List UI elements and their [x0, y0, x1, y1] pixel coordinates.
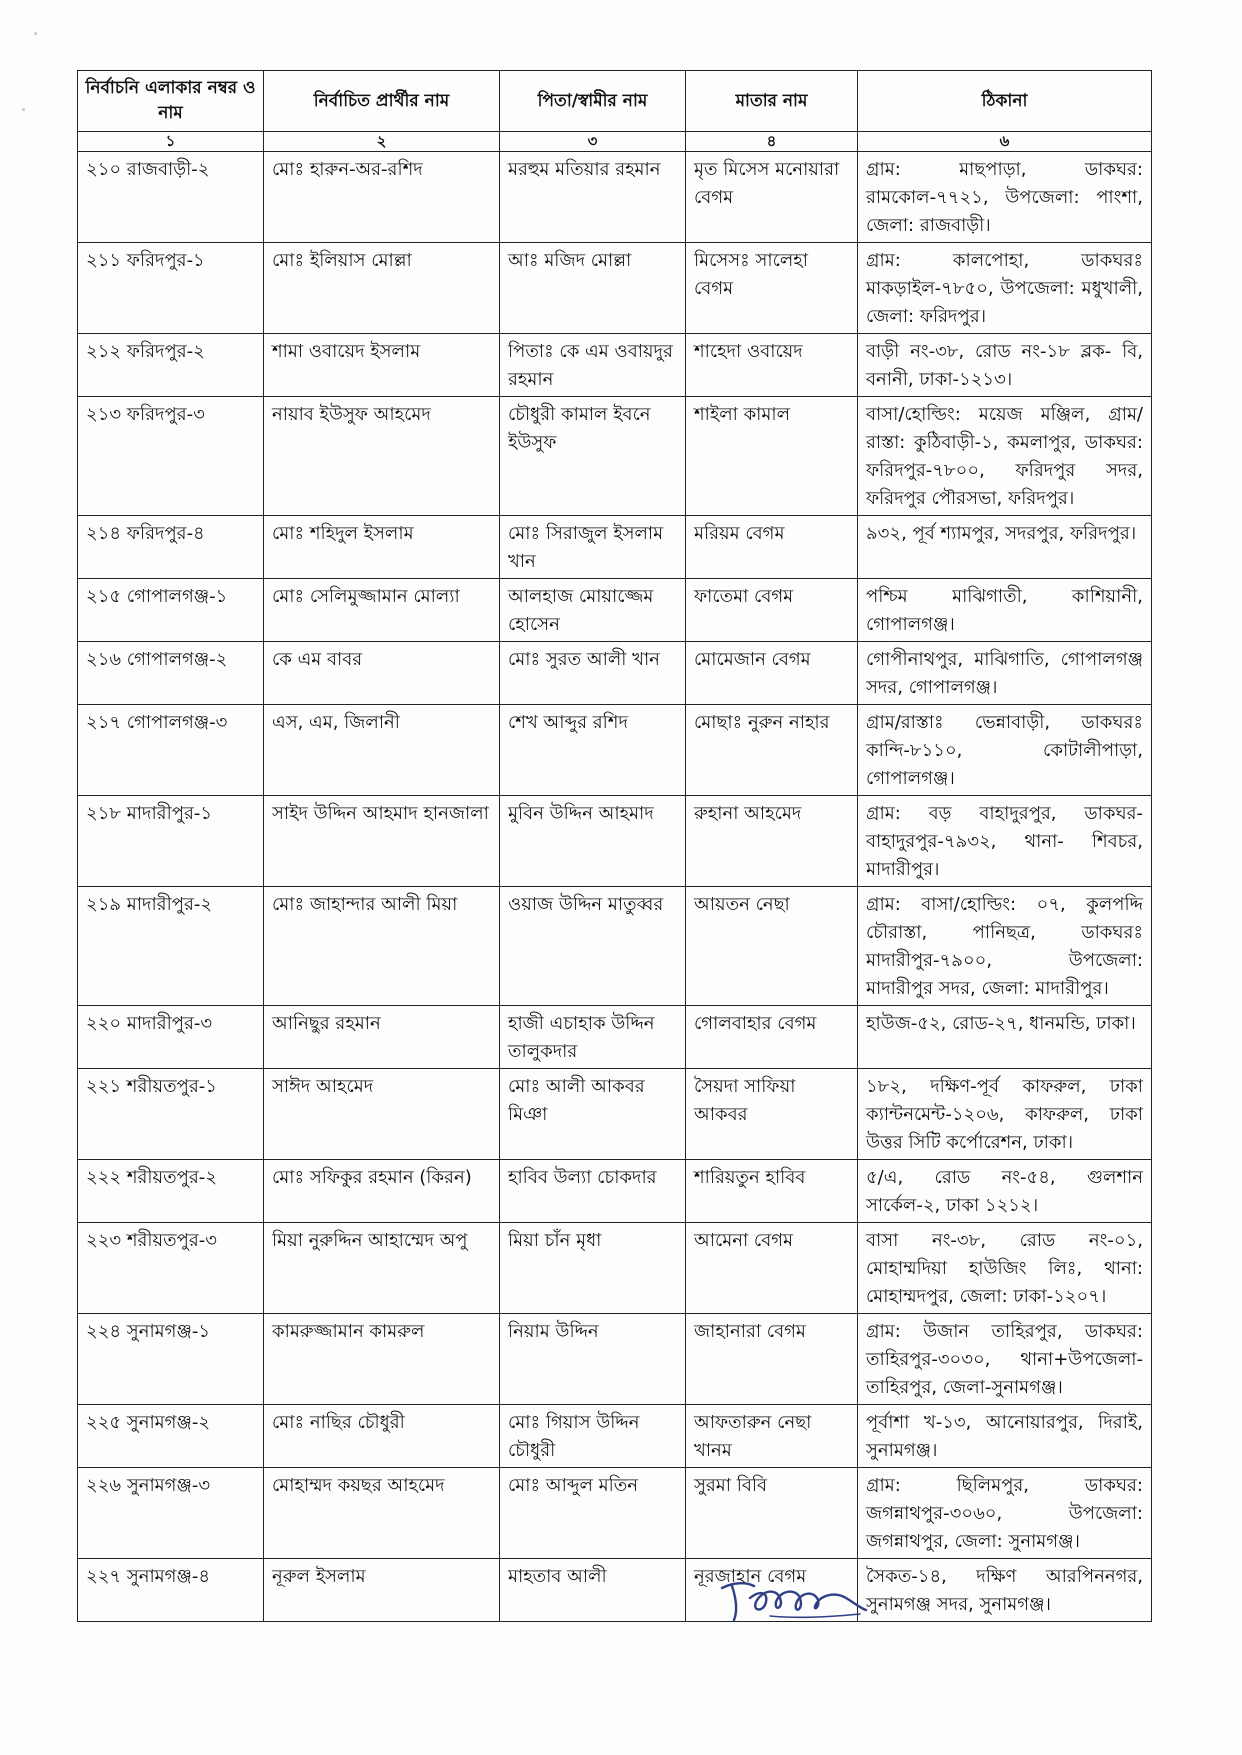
table-header-row [78, 71, 1152, 132]
cell-address: গ্রাম: মাছপাড়া, ডাকঘর: রামকোল-৭৭২১, উপজেলা: পাংশা, জেলা: রাজবাড়ী। [858, 152, 1152, 243]
header-candidate: নির্বাচিত প্রার্থীর নাম [264, 71, 500, 132]
cell-mother: আফতারুন নেছা খানম [686, 1405, 858, 1468]
cell-constituency: ২১২ ফরিদপুর-২ [78, 334, 264, 397]
cell-address: সৈকত-১৪, দক্ষিণ আরপিননগর, সুনামগঞ্জ সদর, সুনামগঞ্জ। [858, 1559, 1152, 1622]
table-row [78, 705, 1152, 796]
header-address: ঠিকানা [858, 71, 1152, 132]
column-number: ৬ [858, 132, 1152, 152]
cell-father-husband: শেখ আব্দুর রশিদ [500, 705, 686, 796]
cell-father-husband: মরহুম মতিয়ার রহমান [500, 152, 686, 243]
column-number: ৩ [500, 132, 686, 152]
cell-constituency: ২১৬ গোপালগঞ্জ-২ [78, 642, 264, 705]
cell-address: পশ্চিম মাঝিগাতী, কাশিয়ানী, গোপালগঞ্জ। [858, 579, 1152, 642]
table-row [78, 579, 1152, 642]
elected-members-table [77, 70, 1152, 1622]
table-body [78, 152, 1152, 1622]
cell-father-husband: ওয়াজ উদ্দিন মাতুব্বর [500, 887, 686, 1006]
cell-mother: ফাতেমা বেগম [686, 579, 858, 642]
table-row [78, 1223, 1152, 1314]
table-row [78, 1006, 1152, 1069]
cell-constituency: ২১৩ ফরিদপুর-৩ [78, 397, 264, 516]
cell-mother: সৈয়দা সাফিয়া আকবর [686, 1069, 858, 1160]
cell-mother: গোলবাহার বেগম [686, 1006, 858, 1069]
cell-father-husband: মোঃ গিয়াস উদ্দিন চৌধুরী [500, 1405, 686, 1468]
cell-candidate: মোঃ সেলিমুজ্জামান মোল্যা [264, 579, 500, 642]
cell-address: গ্রাম: কালপোহা, ডাকঘরঃ মাকড়াইল-৭৮৫০, উপজেলা: মধুখালী, জেলা: ফরিদপুর। [858, 243, 1152, 334]
scan-speck [34, 32, 37, 35]
cell-candidate: মোঃ ইলিয়াস মোল্লা [264, 243, 500, 334]
table-row [78, 887, 1152, 1006]
cell-mother: শাহেদা ওবায়েদ [686, 334, 858, 397]
cell-mother: মোমেজান বেগম [686, 642, 858, 705]
cell-mother: আমেনা বেগম [686, 1223, 858, 1314]
table-row [78, 796, 1152, 887]
signature-image [710, 1568, 870, 1628]
cell-mother: শারিয়তুন হাবিব [686, 1160, 858, 1223]
cell-address: বাসা নং-৩৮, রোড নং-০১, মোহাম্মদিয়া হাউজিং লিঃ, থানা: মোহাম্মদপুর, জেলা: ঢাকা-১২০৭। [858, 1223, 1152, 1314]
table-row [78, 1160, 1152, 1223]
column-number: ২ [264, 132, 500, 152]
cell-address: গ্রাম: বড় বাহাদুরপুর, ডাকঘর-বাহাদুরপুর-৭৯৩২, থানা- শিবচর, মাদারীপুর। [858, 796, 1152, 887]
cell-mother: মোছাঃ নুরুন নাহার [686, 705, 858, 796]
cell-address: গ্রাম/রাস্তাঃ ভেন্নাবাড়ী, ডাকঘরঃ কান্দি-৮১১০, কোটালীপাড়া, গোপালগঞ্জ। [858, 705, 1152, 796]
cell-father-husband: নিয়াম উদ্দিন [500, 1314, 686, 1405]
cell-address: ৫/এ, রোড নং-৫৪, গুলশান সার্কেল-২, ঢাকা ১২১২। [858, 1160, 1152, 1223]
column-number: ১ [78, 132, 264, 152]
cell-candidate: মোঃ সফিকুর রহমান (কিরন) [264, 1160, 500, 1223]
cell-father-husband: আলহাজ মোয়াজ্জেম হোসেন [500, 579, 686, 642]
cell-constituency: ২১৮ মাদারীপুর-১ [78, 796, 264, 887]
cell-mother: মিসেসঃ সালেহা বেগম [686, 243, 858, 334]
cell-candidate: কে এম বাবর [264, 642, 500, 705]
cell-candidate: আনিছুর রহমান [264, 1006, 500, 1069]
cell-candidate: শামা ওবায়েদ ইসলাম [264, 334, 500, 397]
table-row [78, 516, 1152, 579]
table-row [78, 152, 1152, 243]
cell-address: বাড়ী নং-৩৮, রোড নং-১৮ ব্লক- বি, বনানী, ঢাকা-১২১৩। [858, 334, 1152, 397]
table-row [78, 1069, 1152, 1160]
cell-candidate: মোঃ হারুন-অর-রশিদ [264, 152, 500, 243]
header-father-husband: পিতা/স্বামীর নাম [500, 71, 686, 132]
cell-address: গোপীনাথপুর, মাঝিগাতি, গোপালগঞ্জ সদর, গোপালগঞ্জ। [858, 642, 1152, 705]
cell-address: ৯৩২, পূর্ব শ্যামপুর, সদরপুর, ফরিদপুর। [858, 516, 1152, 579]
cell-constituency: ২২৩ শরীয়তপুর-৩ [78, 1223, 264, 1314]
cell-constituency: ২২৫ সুনামগঞ্জ-২ [78, 1405, 264, 1468]
cell-address: হাউজ-৫২, রোড-২৭, ধানমন্ডি, ঢাকা। [858, 1006, 1152, 1069]
table-row [78, 1314, 1152, 1405]
cell-father-husband: মোঃ আব্দুল মতিন [500, 1468, 686, 1559]
cell-candidate: নায়াব ইউসুফ আহমেদ [264, 397, 500, 516]
cell-candidate: মোহাম্মদ কয়ছর আহমেদ [264, 1468, 500, 1559]
table-row [78, 1468, 1152, 1559]
table-row [78, 243, 1152, 334]
cell-candidate: সাঈদ আহমেদ [264, 1069, 500, 1160]
table-row [78, 397, 1152, 516]
cell-constituency: ২২৬ সুনামগঞ্জ-৩ [78, 1468, 264, 1559]
cell-constituency: ২২৭ সুনামগঞ্জ-৪ [78, 1559, 264, 1622]
cell-constituency: ২২১ শরীয়তপুর-১ [78, 1069, 264, 1160]
cell-father-husband: হাজী এচাহাক উদ্দিন তালুকদার [500, 1006, 686, 1069]
cell-father-husband: মাহতাব আলী [500, 1559, 686, 1622]
cell-constituency: ২১৯ মাদারীপুর-২ [78, 887, 264, 1006]
cell-candidate: সাইদ উদ্দিন আহমাদ হানজালা [264, 796, 500, 887]
cell-candidate: নূরুল ইসলাম [264, 1559, 500, 1622]
scan-speck [22, 108, 25, 111]
cell-father-husband: মোঃ আলী আকবর মিঞা [500, 1069, 686, 1160]
cell-constituency: ২১৫ গোপালগঞ্জ-১ [78, 579, 264, 642]
cell-constituency: ২১৭ গোপালগঞ্জ-৩ [78, 705, 264, 796]
cell-address: গ্রাম: উজান তাহিরপুর, ডাকঘর: তাহিরপুর-৩০৩০, থানা+উপজেলা- তাহিরপুর, জেলা-সুনামগঞ্জ। [858, 1314, 1152, 1405]
column-number: ৪ [686, 132, 858, 152]
table-row [78, 1405, 1152, 1468]
cell-father-husband: মুবিন উদ্দিন আহমাদ [500, 796, 686, 887]
cell-constituency: ২১১ ফরিদপুর-১ [78, 243, 264, 334]
cell-father-husband: চৌধুরী কামাল ইবনে ইউসুফ [500, 397, 686, 516]
cell-mother: মরিয়ম বেগম [686, 516, 858, 579]
cell-mother: রুহানা আহমেদ [686, 796, 858, 887]
cell-father-husband: হাবিব উল্যা চোকদার [500, 1160, 686, 1223]
cell-candidate: মোঃ নাছির চৌধুরী [264, 1405, 500, 1468]
cell-mother: জাহানারা বেগম [686, 1314, 858, 1405]
cell-candidate: এস, এম, জিলানী [264, 705, 500, 796]
cell-father-husband: মোঃ সুরত আলী খান [500, 642, 686, 705]
cell-constituency: ২১০ রাজবাড়ী-২ [78, 152, 264, 243]
cell-constituency: ২২২ শরীয়তপুর-২ [78, 1160, 264, 1223]
cell-mother: শাইলা কামাল [686, 397, 858, 516]
table-row [78, 334, 1152, 397]
cell-address: পূর্বাশা খ-১৩, আনোয়ারপুর, দিরাই, সুনামগঞ্জ। [858, 1405, 1152, 1468]
cell-mother: আয়তন নেছা [686, 887, 858, 1006]
cell-candidate: মোঃ জাহান্দার আলী মিয়া [264, 887, 500, 1006]
cell-address: গ্রাম: ছিলিমপুর, ডাকঘর: জগন্নাথপুর-৩০৬০, উপজেলা: জগন্নাথপুর, জেলা: সুনামগঞ্জ। [858, 1468, 1152, 1559]
header-constituency: নির্বাচনি এলাকার নম্বর ও নাম [78, 71, 264, 132]
cell-mother: নূরজাহান বেগম [686, 1559, 858, 1622]
cell-mother: মৃত মিসেস মনোয়ারা বেগম [686, 152, 858, 243]
column-number-row [78, 132, 1152, 152]
header-mother: মাতার নাম [686, 71, 858, 132]
cell-father-husband: মোঃ সিরাজুল ইসলাম খান [500, 516, 686, 579]
cell-constituency: ২২৪ সুনামগঞ্জ-১ [78, 1314, 264, 1405]
cell-candidate: মিয়া নুরুদ্দিন আহাম্মেদ অপু [264, 1223, 500, 1314]
cell-mother: সুরমা বিবি [686, 1468, 858, 1559]
cell-candidate: কামরুজ্জামান কামরুল [264, 1314, 500, 1405]
cell-address: ১৮২, দক্ষিণ-পূর্ব কাফরুল, ঢাকা ক্যান্টনমেন্ট-১২০৬, কাফরুল, ঢাকা উত্তর সিটি কর্পোরেশন, ঢাকা। [858, 1069, 1152, 1160]
table-row [78, 1559, 1152, 1622]
cell-constituency: ২১৪ ফরিদপুর-৪ [78, 516, 264, 579]
cell-address: গ্রাম: বাসা/হোল্ডিং: ০৭, কুলপদ্দি চৌরাস্তা, পানিছত্র, ডাকঘরঃ মাদারীপুর-৭৯০০, উপজেলা: মাদারীপুর সদর, জেলা: মাদারীপুর। [858, 887, 1152, 1006]
cell-father-husband: আঃ মজিদ মোল্লা [500, 243, 686, 334]
cell-father-husband: পিতাঃ কে এম ওবায়দুর রহমান [500, 334, 686, 397]
cell-address: বাসা/হোল্ডিং: ময়েজ মঞ্জিল, গ্রাম/রাস্তা: কুঠিবাড়ী-১, কমলাপুর, ডাকঘর: ফরিদপুর-৭৮০০, ফরিদপুর সদর, ফরিদপুর পৌরসভা, ফরিদপুর। [858, 397, 1152, 516]
cell-father-husband: মিয়া চাঁন মৃধা [500, 1223, 686, 1314]
cell-candidate: মোঃ শহিদুল ইসলাম [264, 516, 500, 579]
cell-constituency: ২২০ মাদারীপুর-৩ [78, 1006, 264, 1069]
table-row [78, 642, 1152, 705]
